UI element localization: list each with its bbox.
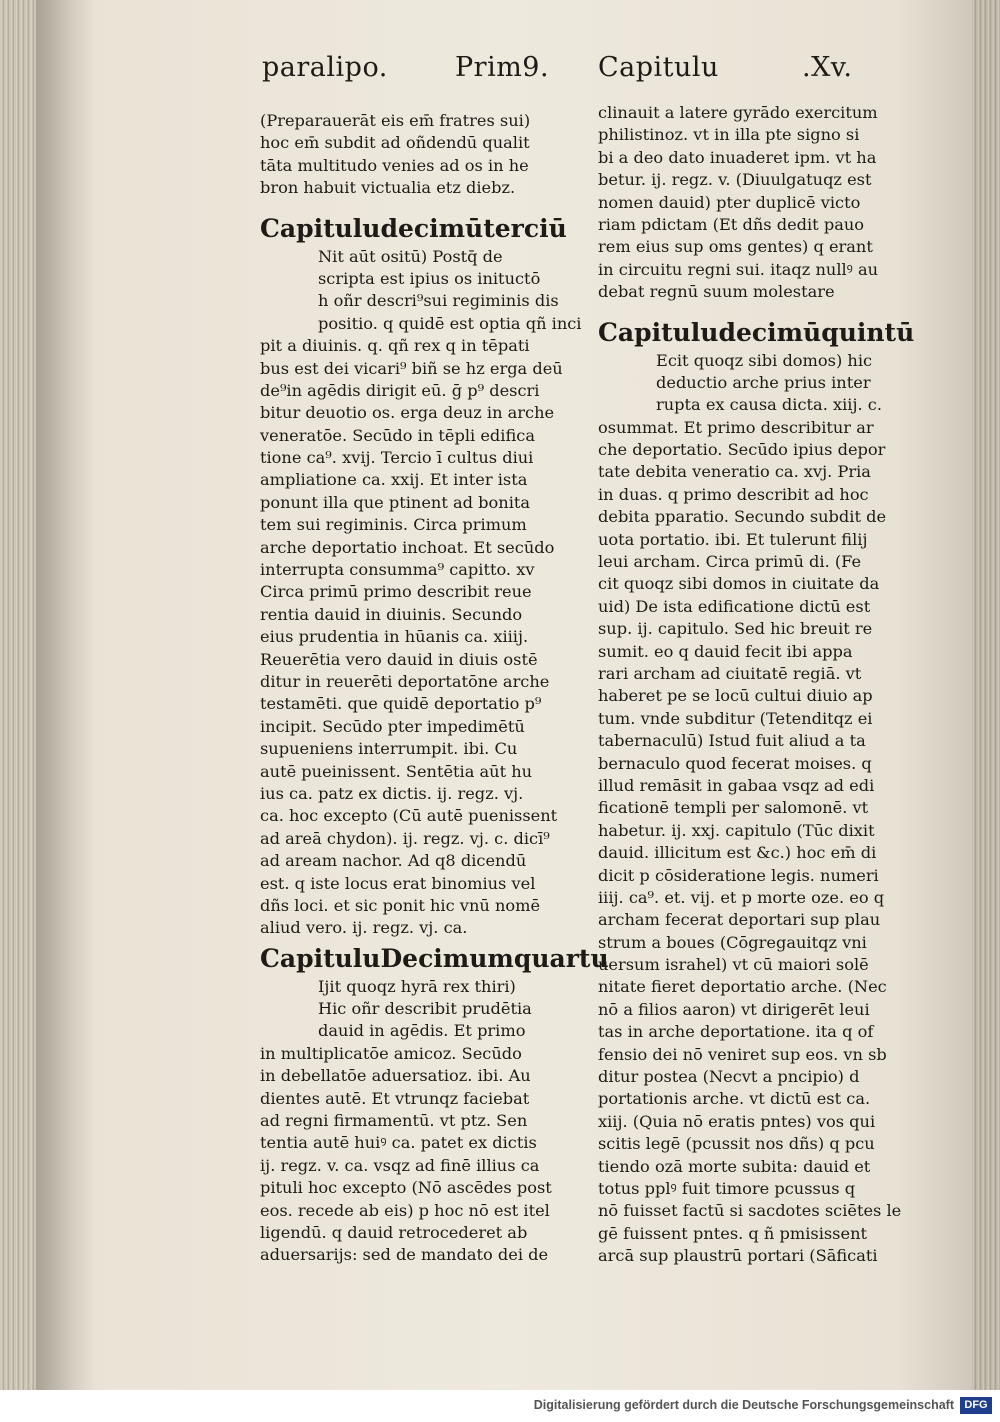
- text-line: portationis arche. vt dictū est ca.: [598, 1089, 871, 1109]
- heading-15-word1: Capitulu: [598, 317, 719, 347]
- heading-14-word2: Decimumquartu: [380, 943, 609, 973]
- text-line: betur. ij. regz. v. (Diuulgatuqz est: [598, 170, 872, 190]
- text-line: pituli hoc excepto (Nō ascēdes post: [260, 1178, 552, 1198]
- gutter-shadow: [36, 0, 96, 1390]
- text-line: gē fuissent pntes. q ñ pmisissent: [598, 1223, 867, 1243]
- text-line: ij. regz. v. ca. vsqz ad finē illius ca: [260, 1155, 540, 1175]
- text-line: Hic oñr describit prudētia: [318, 999, 532, 1019]
- heading-15-word2: decimūquintū: [718, 317, 915, 347]
- text-line: veneratōe. Secūdo in tēpli edifica: [260, 425, 535, 445]
- text-line: ficationē templi per salomonē. vt: [598, 798, 869, 818]
- running-head-center: Prim9.: [455, 52, 550, 83]
- text-line: ius ca. patz ex dictis. ij. regz. vj.: [260, 783, 524, 803]
- text-line: scitis legē (pcussit nos dñs) q pcu: [598, 1134, 875, 1154]
- text-line: dñs loci. et sic ponit hic vnū nomē: [260, 895, 541, 915]
- text-line: ca. hoc excepto (Cū autē puenissent: [260, 806, 558, 826]
- running-head-left: paralipo.: [262, 52, 388, 83]
- text-line: riam pdictam (Et dñs dedit pauo: [598, 214, 865, 234]
- text-line: tentia autē huiꝰ ca. patet ex dictis: [260, 1133, 537, 1153]
- book-edge-left: [0, 0, 36, 1390]
- text-line: ad regni firmamentū. vt ptz. Sen: [260, 1111, 528, 1131]
- text-line: philistinoz. vt in illa pte signo si: [598, 125, 860, 145]
- text-line: ligendū. q dauid retrocederet ab: [260, 1222, 528, 1242]
- digitization-footer: [0, 1390, 1000, 1422]
- text-line: rupta ex causa dicta. xiij. c.: [656, 395, 882, 415]
- dfg-logo: DFG: [960, 1397, 992, 1414]
- text-line: incipit. Secūdo pter impedimētū: [260, 716, 525, 736]
- text-line: ad aream nachor. Ad q8 dicendū: [260, 851, 527, 871]
- text-line: deductio arche prius inter: [656, 372, 871, 392]
- text-line: interrupta consumma⁹ capitto. xv: [260, 560, 535, 580]
- text-line: strum a boues (Cōgregauitqz vni: [598, 932, 867, 952]
- running-head-chapter: Capitulu: [598, 52, 719, 83]
- text-line: habetur. ij. xxj. capitulo (Tūc dixit: [598, 820, 875, 840]
- text-line: tiendo ozā morte subita: dauid et: [598, 1156, 871, 1176]
- text-line: Reuerētia vero dauid in diuis ostē: [260, 649, 538, 669]
- text-line: in duas. q primo describit ad hoc: [598, 484, 869, 504]
- text-line: nō fuisset factū si sacdotes sciētes le: [598, 1201, 902, 1221]
- text-line: Ecit quoqz sibi domos) hic: [656, 350, 873, 370]
- text-line: illud remāsit in gabaa vsqz ad edi: [598, 775, 875, 795]
- text-line: sup. ij. capitulo. Sed hic breuit re: [598, 619, 873, 639]
- text-line: tāta multitudo venies ad os in he: [260, 155, 529, 175]
- heading-13-word1: Capitulu: [260, 213, 381, 243]
- text-line: tate debita veneratio ca. xvj. Pria: [598, 462, 871, 482]
- book-edge-right: [972, 0, 1000, 1390]
- text-line: pit a diuinis. q. qñ rex q in tēpati: [260, 336, 530, 356]
- text-line: osummat. Et primo describitur ar: [598, 417, 874, 437]
- heading-14-word1: Capitulu: [260, 943, 381, 973]
- text-line: bernaculo quod fecerat moises. q: [598, 753, 872, 773]
- footer-credit: Digitalisierung gefördert durch die Deutsche Forschungsgemeinschaft: [533, 1398, 954, 1412]
- text-line: bus est dei vicari⁹ biñ se hz erga deū: [260, 358, 563, 378]
- chapter-14-text: [260, 976, 552, 1267]
- text-line: ampliatione ca. xxij. Et inter ista: [260, 470, 528, 490]
- text-line: rentia dauid in diuinis. Secundo: [260, 604, 523, 624]
- text-line: h oñr descri⁹sui regiminis dis: [318, 291, 559, 311]
- text-line: debat regnū suum molestare: [598, 282, 835, 302]
- text-line: uota portatio. ibi. Et tulerunt filij: [598, 529, 868, 549]
- chapter-heading-15: [598, 316, 915, 350]
- text-line: ad areā chydon). ij. regz. vj. c. dicī⁹: [260, 828, 550, 848]
- text-line: Circa primū primo describit reue: [260, 582, 532, 602]
- text-line: archam fecerat deportari sup plau: [598, 910, 881, 930]
- text-line: leui archam. Circa primū di. (Fe: [598, 552, 862, 572]
- text-line: supueniens interrumpit. ibi. Cu: [260, 739, 518, 759]
- text-line: che deportatio. Secūdo ipius depor: [598, 440, 886, 460]
- chapter-13-text: [260, 246, 582, 940]
- text-line: Ijit quoqz hyrā rex thiri): [318, 976, 516, 996]
- text-line: (Preparauerāt eis em̄ fratres sui): [260, 111, 531, 130]
- text-line: uersum israhel) vt cū maiori solē: [598, 955, 869, 975]
- text-line: bitur deuotio os. erga deuz in arche: [260, 403, 555, 423]
- right-column: [598, 102, 915, 1268]
- text-line: in circuitu regni sui. itaqz nullꝰ au: [598, 259, 879, 279]
- text-line: ditur in reuerēti deportatōne arche: [260, 671, 550, 691]
- text-line: bron habuit victualia etz diebz.: [260, 178, 516, 198]
- text-line: dicit p cōsideratione legis. numeri: [598, 865, 879, 885]
- text-line: iiij. ca⁹. et. vij. et p morte oze. eo q: [598, 887, 885, 907]
- text-line: tas in arche deportatione. ita q of: [598, 1022, 874, 1042]
- text-line: dientes autē. Et vtrunqz faciebat: [260, 1088, 530, 1108]
- text-line: Nit aūt ositū) Postq̄ de: [318, 246, 503, 266]
- text-line: rari archam ad ciuitatē regiā. vt: [598, 663, 862, 683]
- text-line: tabernaculū) Istud fuit aliud a ta: [598, 731, 866, 751]
- heading-13-word2: decimūterciū: [380, 213, 567, 243]
- left-intro-block: [260, 110, 532, 200]
- text-line: arche deportatio inchoat. Et secūdo: [260, 537, 555, 557]
- text-line: eius prudentia in hūanis ca. xiiij.: [260, 627, 529, 647]
- text-line: est. q iste locus erat binomius vel: [260, 873, 536, 893]
- text-line: positio. q quidē est optia qñ inci: [318, 313, 582, 333]
- text-line: tum. vnde subditur (Tetenditqz ei: [598, 708, 873, 728]
- text-line: debita pparatio. Secundo subdit de: [598, 507, 887, 527]
- text-line: nitate fieret deportatio arche. (Nec: [598, 977, 887, 997]
- chapter-heading-14: [260, 942, 609, 976]
- text-line: in multiplicatōe amicoz. Secūdo: [260, 1043, 522, 1063]
- text-line: ditur postea (Necvt a pncipio) d: [598, 1067, 860, 1087]
- text-line: uid) De ista edificatione dictū est: [598, 596, 871, 616]
- text-line: fensio dei nō veniret sup eos. vn sb: [598, 1044, 887, 1064]
- text-line: hoc em̄ subdit ad oñdendū qualit: [260, 133, 530, 153]
- text-line: tem sui regiminis. Circa primum: [260, 515, 527, 535]
- chapter-heading-13: [260, 212, 567, 246]
- text-line: totus pplꝰ fuit timore pcussus q: [598, 1178, 856, 1198]
- text-line: bi a deo dato inuaderet ipm. vt ha: [598, 147, 877, 167]
- folio-number: .Xv.: [802, 52, 853, 83]
- text-line: scripta est ipius os inituctō: [318, 268, 541, 288]
- text-line: in debellatōe aduersatioz. ibi. Au: [260, 1066, 531, 1086]
- text-line: tione ca⁹. xvij. Tercio ī cultus diui: [260, 448, 534, 468]
- text-line: sumit. eo q dauid fecit ibi appa: [598, 641, 853, 661]
- text-line: eos. recede ab eis) p hoc nō est itel: [260, 1200, 550, 1220]
- text-line: de⁹in agēdis dirigit eū. ḡ p⁹ descri: [260, 380, 540, 400]
- text-line: ponunt illa que ptinent ad bonita: [260, 492, 531, 512]
- text-line: dauid in agēdis. Et primo: [318, 1021, 526, 1041]
- text-line: rem eius sup oms gentes) q erant: [598, 237, 873, 257]
- text-line: autē pueinissent. Sentētia aūt hu: [260, 761, 533, 781]
- left-column: [260, 110, 609, 1267]
- text-line: dauid. illicitum est &c.) hoc em̄ di: [598, 843, 877, 863]
- right-continuation-block: [598, 102, 879, 304]
- text-line: nomen dauid) pter duplicē victo: [598, 192, 861, 212]
- text-line: cit quoqz sibi domos in ciuitate da: [598, 574, 880, 594]
- text-line: arcā sup plaustrū portari (Sāficati: [598, 1246, 878, 1266]
- chapter-15-text: [598, 350, 902, 1268]
- text-line: clinauit a latere gyrādo exercitum: [598, 103, 878, 122]
- text-line: testamēti. que quidē deportatio p⁹: [260, 694, 542, 714]
- text-line: haberet pe se locū cultui diuio ap: [598, 686, 873, 706]
- text-line: aliud vero. ij. regz. vj. ca.: [260, 918, 468, 938]
- text-line: nō a filios aaron) vt dirigerēt leui: [598, 999, 870, 1019]
- text-line: xiij. (Quia nō eratis pntes) vos qui: [598, 1111, 876, 1131]
- text-line: aduersarijs: sed de mandato dei de: [260, 1245, 549, 1265]
